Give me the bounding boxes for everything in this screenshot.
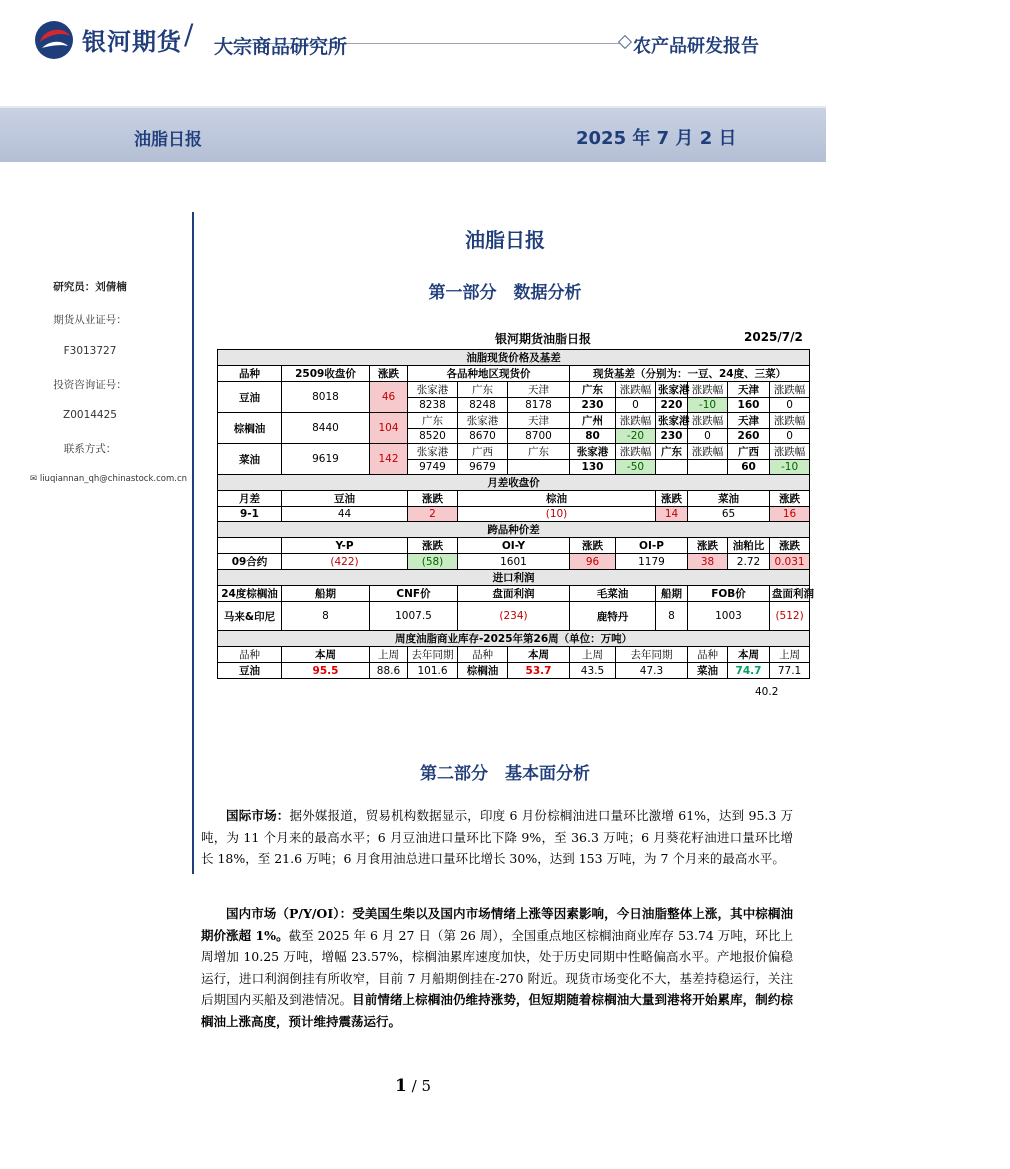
cell: 广东 bbox=[656, 444, 688, 460]
cell: 1003 bbox=[688, 602, 770, 631]
cell bbox=[688, 460, 728, 475]
cell: 毛菜油 bbox=[570, 586, 656, 602]
cell: FOB价 bbox=[688, 586, 770, 602]
cell: 品种 bbox=[458, 647, 508, 663]
section-import: 进口利润 bbox=[218, 570, 810, 586]
cell: 涨跌 bbox=[688, 538, 728, 554]
cell: 0 bbox=[616, 398, 656, 413]
table-row bbox=[218, 554, 810, 570]
cell bbox=[656, 460, 688, 475]
cell: (10) bbox=[458, 507, 656, 522]
cell: 9-1 bbox=[218, 507, 282, 522]
institute-name: 大宗商品研究所 bbox=[214, 36, 348, 58]
cell: 104 bbox=[370, 413, 408, 444]
cell: 广东 bbox=[508, 444, 570, 460]
cell: 天津 bbox=[728, 382, 770, 398]
cell: 本周 bbox=[508, 647, 570, 663]
cell: 38 bbox=[688, 554, 728, 570]
table-date: 2025/7/2 bbox=[744, 330, 803, 344]
consult-number: Z0014425 bbox=[63, 409, 117, 421]
cell: OI-P bbox=[616, 538, 688, 554]
page-sep: / bbox=[406, 1077, 422, 1095]
cell: 涨跌幅 bbox=[616, 382, 656, 398]
cell: 53.7 bbox=[508, 663, 570, 679]
cell: -50 bbox=[616, 460, 656, 475]
h-variety: 品种 bbox=[218, 366, 282, 382]
cell: 14 bbox=[656, 507, 688, 522]
cell: 张家港 bbox=[656, 413, 688, 429]
cell: 广州 bbox=[570, 413, 616, 429]
cell: 88.6 bbox=[370, 663, 408, 679]
paragraph-international bbox=[201, 805, 793, 870]
license-number: F3013727 bbox=[63, 345, 117, 357]
cell: 9679 bbox=[458, 460, 508, 475]
oil-data-table bbox=[217, 349, 814, 679]
cell: Y-P bbox=[282, 538, 408, 554]
cell: 涨跌 bbox=[770, 491, 810, 507]
cell: 1179 bbox=[616, 554, 688, 570]
cell: 张家港 bbox=[408, 444, 458, 460]
cell: 8248 bbox=[458, 398, 508, 413]
mail-icon: ✉ bbox=[30, 474, 38, 484]
cell: 43.5 bbox=[570, 663, 616, 679]
diamond-icon bbox=[618, 35, 632, 49]
cell: 盘面利润 bbox=[458, 586, 570, 602]
cell: 230 bbox=[570, 398, 616, 413]
cell: 棕榈油 bbox=[458, 663, 508, 679]
band-title: 油脂日报 bbox=[134, 130, 202, 150]
analyst-name: 研究员：刘倩楠 bbox=[53, 281, 127, 293]
cell: 菜油 bbox=[688, 491, 770, 507]
table-row bbox=[218, 382, 810, 398]
part2-heading: 第二部分 基本面分析 bbox=[420, 764, 590, 784]
cell: 菜油 bbox=[218, 444, 282, 475]
cell: 60 bbox=[728, 460, 770, 475]
cell: 油粕比 bbox=[728, 538, 770, 554]
cell: 涨跌 bbox=[570, 538, 616, 554]
cell: 80 bbox=[570, 429, 616, 444]
cell: 涨跌幅 bbox=[688, 444, 728, 460]
cell: 涨跌幅 bbox=[616, 444, 656, 460]
cell: 2 bbox=[408, 507, 458, 522]
cell: 8018 bbox=[282, 382, 370, 413]
cell: 品种 bbox=[218, 647, 282, 663]
table-row bbox=[218, 507, 810, 522]
cell: 天津 bbox=[508, 413, 570, 429]
contact-label: 联系方式： bbox=[63, 443, 117, 455]
cell: 8178 bbox=[508, 398, 570, 413]
cell: 豆油 bbox=[282, 491, 408, 507]
page-number: 1 bbox=[395, 1076, 407, 1096]
license-label: 期货从业证号： bbox=[53, 314, 127, 326]
cell: 0 bbox=[688, 429, 728, 444]
cell: 品种 bbox=[688, 647, 728, 663]
cell: 8238 bbox=[408, 398, 458, 413]
cell: 16 bbox=[770, 507, 810, 522]
cell: 涨跌幅 bbox=[688, 382, 728, 398]
stock-last-value: 40.2 bbox=[755, 686, 779, 698]
cell: 广西 bbox=[458, 444, 508, 460]
cell: 豆油 bbox=[218, 382, 282, 413]
cell: 棕油 bbox=[458, 491, 656, 507]
cell: 涨跌幅 bbox=[688, 413, 728, 429]
cell: 101.6 bbox=[408, 663, 458, 679]
cell: (512) bbox=[770, 602, 810, 631]
cell: 47.3 bbox=[616, 663, 688, 679]
cell: 260 bbox=[728, 429, 770, 444]
table-row bbox=[218, 538, 810, 554]
h-close: 2509收盘价 bbox=[282, 366, 370, 382]
cell: 95.5 bbox=[282, 663, 370, 679]
cell: 0 bbox=[770, 398, 810, 413]
h-basis: 现货基差（分别为：一豆、24度、三菜） bbox=[570, 366, 810, 382]
cell: 160 bbox=[728, 398, 770, 413]
paragraph-domestic bbox=[201, 903, 793, 1032]
cell: 220 bbox=[656, 398, 688, 413]
cell: 广西 bbox=[728, 444, 770, 460]
cell: -10 bbox=[770, 460, 810, 475]
cell: 张家港 bbox=[656, 382, 688, 398]
cell: 广东 bbox=[408, 413, 458, 429]
cell: 盘面利润 bbox=[770, 586, 810, 602]
cell: 张家港 bbox=[570, 444, 616, 460]
cell: 天津 bbox=[728, 413, 770, 429]
divider-slash: / bbox=[184, 18, 194, 51]
para-lead: 国内市场（P/Y/OI）：受美国生柴以及国内市场情绪上涨等因素影响，今日油脂整体上涨，其中棕榈油期价涨超 1%。 bbox=[201, 906, 793, 943]
table-row bbox=[218, 413, 810, 429]
cell: 马来&印尼 bbox=[218, 602, 282, 631]
cell: 张家港 bbox=[458, 413, 508, 429]
report-type: 农产品研发报告 bbox=[633, 36, 759, 57]
cell: 1007.5 bbox=[370, 602, 458, 631]
cell: 0 bbox=[770, 429, 810, 444]
section-spot: 油脂现货价格及基差 bbox=[218, 350, 810, 366]
cell: 142 bbox=[370, 444, 408, 475]
cell bbox=[508, 460, 570, 475]
table-caption: 银河期货油脂日报 bbox=[495, 332, 592, 346]
cell: 上周 bbox=[570, 647, 616, 663]
contact-email[interactable] bbox=[30, 474, 187, 484]
para-body: 截至 2025 年 6 月 27 日（第 26 周），全国重点地区棕榈油商业库存 53.74 万吨，环比上周增加 10.25 万吨，增幅 23.57%，棕榈油累库速度加快，处于历史同期中性略偏高水平。产地报价偏稳运行，进口利润倒挂有所收窄，目前 7 月船期倒挂在-270 附近。现货市场变化不大，基差持稳运行，关注后期国内买船及到港情况。 bbox=[201, 927, 793, 1007]
cell: 9619 bbox=[282, 444, 370, 475]
cell: (422) bbox=[282, 554, 408, 570]
cell: 棕榈油 bbox=[218, 413, 282, 444]
cell: 24度棕榈油 bbox=[218, 586, 282, 602]
cell: 1601 bbox=[458, 554, 570, 570]
para-conclusion: 目前情绪上棕榈油仍维持涨势，但短期随着棕榈油大量到港将开始累库，制约棕榈油上涨高度，预计维持震荡运行。 bbox=[201, 992, 793, 1029]
section-cross: 跨品种价差 bbox=[218, 522, 810, 538]
cell: 去年同期 bbox=[616, 647, 688, 663]
para-body: 据外媒报道，贸易机构数据显示，印度 6 月份棕榈油进口量环比激增 61%，达到 95.3 万吨，为 11 个月来的最高水平；6 月豆油进口量环比下降 9%，至 36.3 万吨；6 月葵花籽油进口量环比增长 18%，至 21.6 万吨；6 月食用油总进口量环比增长 30%，达到 153 万吨，为 7 个月来的最高水平。 bbox=[201, 808, 793, 866]
cell: OI-Y bbox=[458, 538, 570, 554]
cell: 涨跌 bbox=[408, 538, 458, 554]
h-change: 涨跌 bbox=[370, 366, 408, 382]
cell: 8670 bbox=[458, 429, 508, 444]
cell: 09合约 bbox=[218, 554, 282, 570]
table-row bbox=[218, 491, 810, 507]
cell: 230 bbox=[656, 429, 688, 444]
cell: 涨跌幅 bbox=[770, 382, 810, 398]
cell: -20 bbox=[616, 429, 656, 444]
cell: 广东 bbox=[458, 382, 508, 398]
cell: 65 bbox=[688, 507, 770, 522]
cell: 上周 bbox=[770, 647, 810, 663]
cell: 8 bbox=[282, 602, 370, 631]
table-row bbox=[218, 647, 810, 663]
cell: 8700 bbox=[508, 429, 570, 444]
cell: 9749 bbox=[408, 460, 458, 475]
cell: 涨跌 bbox=[656, 491, 688, 507]
consult-label: 投资咨询证号： bbox=[53, 379, 127, 391]
cell: (58) bbox=[408, 554, 458, 570]
cell: 2.72 bbox=[728, 554, 770, 570]
main-title: 油脂日报 bbox=[465, 228, 545, 252]
table-row bbox=[218, 663, 810, 679]
cell: 46 bbox=[370, 382, 408, 413]
cell: 张家港 bbox=[408, 382, 458, 398]
email-text: liuqiannan_qh@chinastock.com.cn bbox=[39, 474, 188, 484]
cell: 8520 bbox=[408, 429, 458, 444]
section-stock: 周度油脂商业库存-2025年第26周（单位：万吨） bbox=[218, 631, 810, 647]
cell: 船期 bbox=[282, 586, 370, 602]
cell: 8440 bbox=[282, 413, 370, 444]
cell: 菜油 bbox=[688, 663, 728, 679]
cell: 去年同期 bbox=[408, 647, 458, 663]
brand-name: 银河期货 bbox=[82, 28, 182, 56]
cell: 77.1 bbox=[770, 663, 810, 679]
band-date: 2025 年 7 月 2 日 bbox=[576, 128, 737, 149]
cell: CNF价 bbox=[370, 586, 458, 602]
page-footer bbox=[0, 1076, 826, 1096]
cell: 8 bbox=[656, 602, 688, 631]
cell: 天津 bbox=[508, 382, 570, 398]
cell: 涨跌 bbox=[408, 491, 458, 507]
cell: 鹿特丹 bbox=[570, 602, 656, 631]
cell: 74.7 bbox=[728, 663, 770, 679]
page-total: 5 bbox=[421, 1077, 431, 1095]
table-row bbox=[218, 602, 810, 631]
cell: 本周 bbox=[282, 647, 370, 663]
cell: 船期 bbox=[656, 586, 688, 602]
cell: 涨跌幅 bbox=[616, 413, 656, 429]
table-row bbox=[218, 586, 810, 602]
para-lead: 国际市场： bbox=[226, 808, 290, 823]
table-row bbox=[218, 444, 810, 460]
report-header bbox=[0, 0, 826, 70]
cell: 0.031 bbox=[770, 554, 810, 570]
galaxy-logo-icon bbox=[34, 20, 74, 60]
cell: 本周 bbox=[728, 647, 770, 663]
cell: 44 bbox=[282, 507, 408, 522]
cell: (234) bbox=[458, 602, 570, 631]
cell: 广东 bbox=[570, 382, 616, 398]
cell: 上周 bbox=[370, 647, 408, 663]
cell: 月差 bbox=[218, 491, 282, 507]
cell: -10 bbox=[688, 398, 728, 413]
cell: 豆油 bbox=[218, 663, 282, 679]
cell: 130 bbox=[570, 460, 616, 475]
cell: 涨跌幅 bbox=[770, 413, 810, 429]
cell: 涨跌幅 bbox=[770, 444, 810, 460]
part1-heading: 第一部分 数据分析 bbox=[428, 283, 582, 303]
section-spread: 月差收盘价 bbox=[218, 475, 810, 491]
cell: 涨跌 bbox=[770, 538, 810, 554]
h-regional: 各品种地区现货价 bbox=[408, 366, 570, 382]
cell: 96 bbox=[570, 554, 616, 570]
